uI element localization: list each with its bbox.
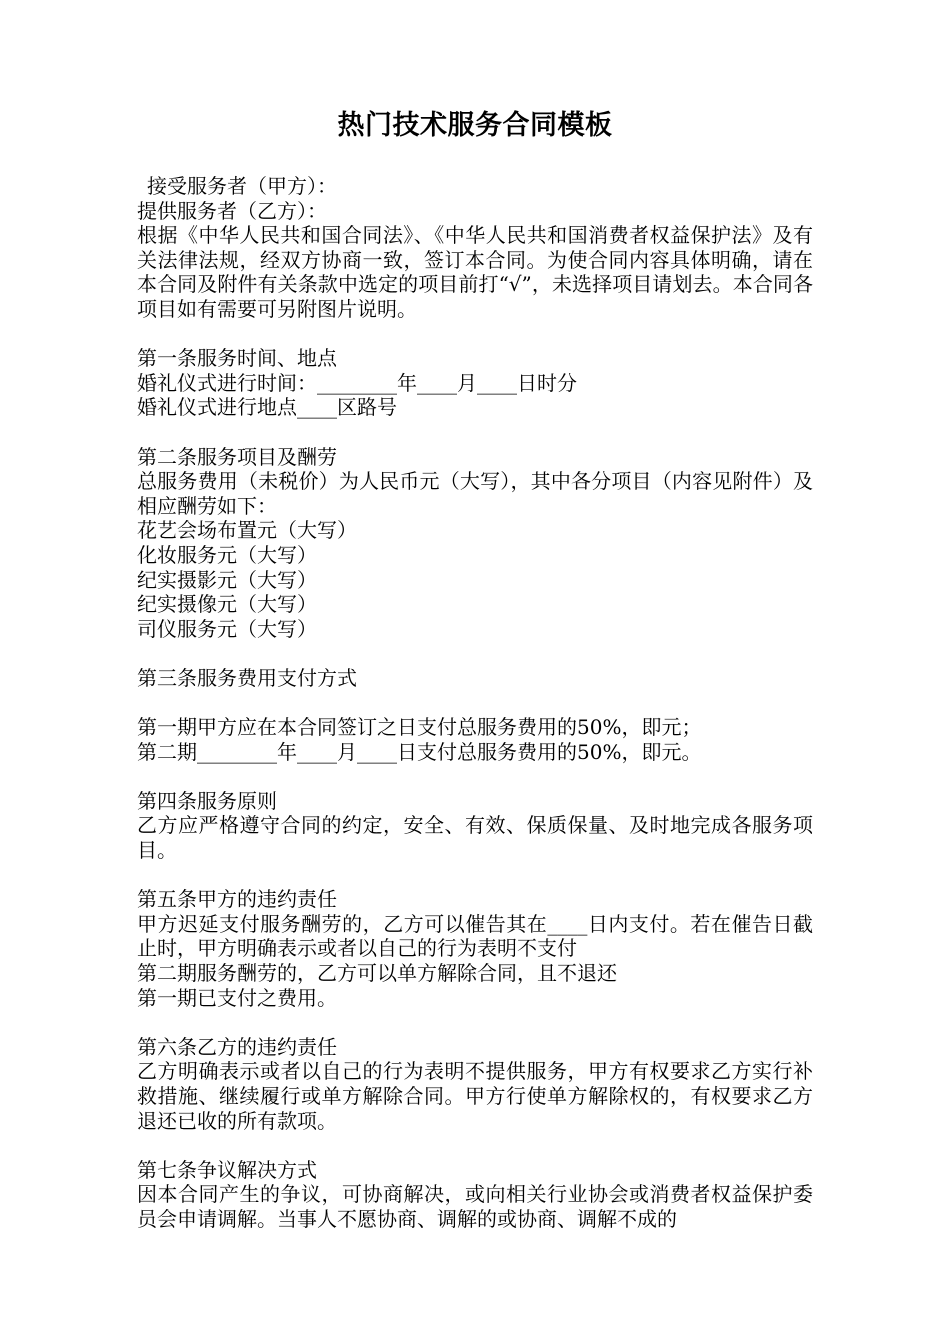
- paragraph: 第二条服务项目及酬劳: [137, 444, 337, 469]
- paragraph: 第一期甲方应在本合同签订之日支付总服务费用的50%，即元；: [137, 715, 702, 740]
- paragraph-gap: [137, 764, 813, 789]
- paragraph: 第五条甲方的违约责任: [137, 887, 337, 912]
- paragraph: 化妆服务元（大写）: [137, 542, 317, 567]
- paragraph: 第二期________年____月____日支付总服务费用的50%，即元。: [137, 739, 702, 764]
- paragraph: 第七条争议解决方式: [137, 1157, 317, 1182]
- paragraph-gap: [137, 690, 813, 715]
- paragraph: 花艺会场布置元（大写）: [137, 518, 357, 543]
- paragraph: 甲方迟延支付服务酬劳的，乙方可以催告其在____日内支付。若在催告日截止时，甲方明确表示或者以自己的行为表明不支付: [137, 911, 813, 961]
- paragraph-gap: [137, 322, 813, 347]
- paragraph: 第四条服务原则: [137, 788, 277, 813]
- paragraph: 根据《中华人民共和国合同法》、《中华人民共和国消费者权益保护法》及有关法律法规，经双方协商一致，签订本合同。为使合同内容具体明确，请在本合同及附件有关条款中选定的项目前打“√”，未选择项目请划去。本合同各项目如有需要可另附图片说明。: [137, 223, 813, 321]
- paragraph: 提供服务者（乙方）：: [137, 198, 327, 223]
- paragraph: 纪实摄影元（大写）: [137, 567, 317, 592]
- paragraph: 因本合同产生的争议，可协商解决，或向相关行业协会或消费者权益保护委员会申请调解。当事人不愿协商、调解的或协商、调解不成的: [137, 1182, 813, 1231]
- paragraph: 第二期服务酬劳的，乙方可以单方解除合同，且不退还: [137, 961, 617, 985]
- paragraph-gap: [137, 641, 813, 666]
- paragraph: 总服务费用（未税价）为人民币元（大写），其中各分项目（内容见附件）及相应酬劳如下：: [137, 469, 813, 518]
- paragraph: 婚礼仪式进行时间：________年____月____日时分: [137, 370, 577, 395]
- document-body: [137, 174, 813, 1232]
- paragraph: 纪实摄像元（大写）: [137, 592, 317, 617]
- paragraph-gap: [137, 1010, 813, 1035]
- paragraph: 第一期已支付之费用。: [137, 985, 337, 1010]
- paragraph: 第一条服务时间、地点: [137, 346, 337, 371]
- paragraph: 接受服务者（甲方）：: [147, 174, 337, 198]
- paragraph: 第六条乙方的违约责任: [137, 1034, 337, 1059]
- paragraph: 司仪服务元（大写）: [137, 616, 317, 641]
- paragraph: 第三条服务费用支付方式: [137, 665, 357, 690]
- document-title: 热门技术服务合同模板: [337, 110, 613, 141]
- paragraph-gap: [137, 1133, 813, 1158]
- paragraph: 乙方明确表示或者以自己的行为表明不提供服务，甲方有权要求乙方实行补救措施、继续履行或单方解除合同。甲方行使单方解除权的，有权要求乙方退还已收的所有款项。: [137, 1059, 813, 1133]
- paragraph-gap: [137, 420, 813, 445]
- paragraph: 婚礼仪式进行地点____区路号: [137, 395, 397, 420]
- paragraph: 乙方应严格遵守合同的约定，安全、有效、保质保量、及时地完成各服务项目。: [137, 813, 813, 863]
- paragraph-gap: [137, 863, 813, 888]
